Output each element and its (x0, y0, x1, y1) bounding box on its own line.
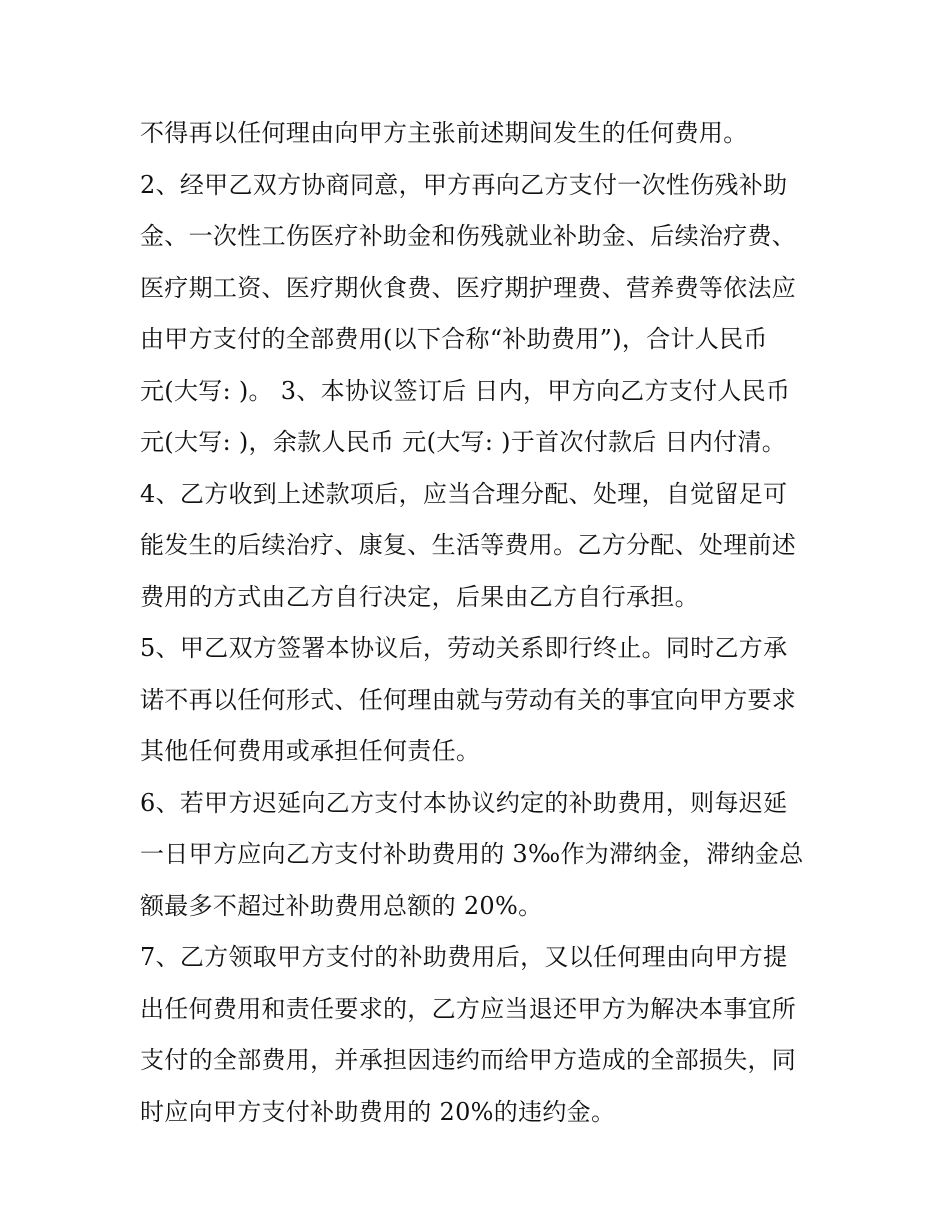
text-line: 7、乙方领取甲方支付的补助费用后，又以任何理由向甲方提 (140, 943, 788, 971)
text-line: 一日甲方应向乙方支付补助费用的 3‰作为滞纳金，滞纳金总 (140, 840, 804, 868)
text-line: 元(大写: )，余款人民币 元(大写: )于首次付款后 日内付清。 (140, 428, 787, 456)
text-line: 额最多不超过补助费用总额的 20%。 (140, 891, 543, 920)
text-line: 4、乙方收到上述款项后，应当合理分配、处理，自觉留足可 (140, 479, 788, 508)
text-line: 元(大写: )。 3、本协议签订后 日内，甲方向乙方支付人民币 (140, 376, 791, 405)
text-line: 医疗期工资、医疗期伙食费、医疗期护理费、营养费等依法应 (140, 273, 797, 302)
text-line: 由甲方支付的全部费用(以下合称“补助费用”)，合计人民币 (140, 325, 768, 353)
text-line: 支付的全部费用，并承担因违约而给甲方造成的全部损失，同 (140, 1046, 797, 1074)
text-line: 能发生的后续治疗、康复、生活等费用。乙方分配、处理前述 (140, 531, 797, 559)
text-line: 诺不再以任何形式、任何理由就与劳动有关的事宜向甲方要求 (140, 685, 797, 714)
text-line: 出任何费用和责任要求的，乙方应当退还甲方为解决本事宜所 (140, 994, 797, 1023)
text-line: 金、一次性工伤医疗补助金和伤残就业补助金、后续治疗费、 (140, 222, 797, 250)
document-body (140, 108, 830, 1138)
text-line: 时应向甲方支付补助费用的 20%的违约金。 (140, 1097, 616, 1126)
text-line: 2、经甲乙双方协商同意，甲方再向乙方支付一次性伤残补助 (140, 170, 788, 199)
text-line: 不得再以任何理由向甲方主张前述期间发生的任何费用。 (140, 119, 748, 147)
text-line: 6、若甲方迟延向乙方支付本协议约定的补助费用，则每迟延 (140, 788, 788, 817)
text-line: 费用的方式由乙方自行决定，后果由乙方自行承担。 (140, 582, 699, 611)
text-line: 5、甲乙双方签署本协议后，劳动关系即行终止。同时乙方承 (140, 634, 788, 662)
text-line: 其他任何费用或承担任何责任。 (140, 737, 481, 765)
